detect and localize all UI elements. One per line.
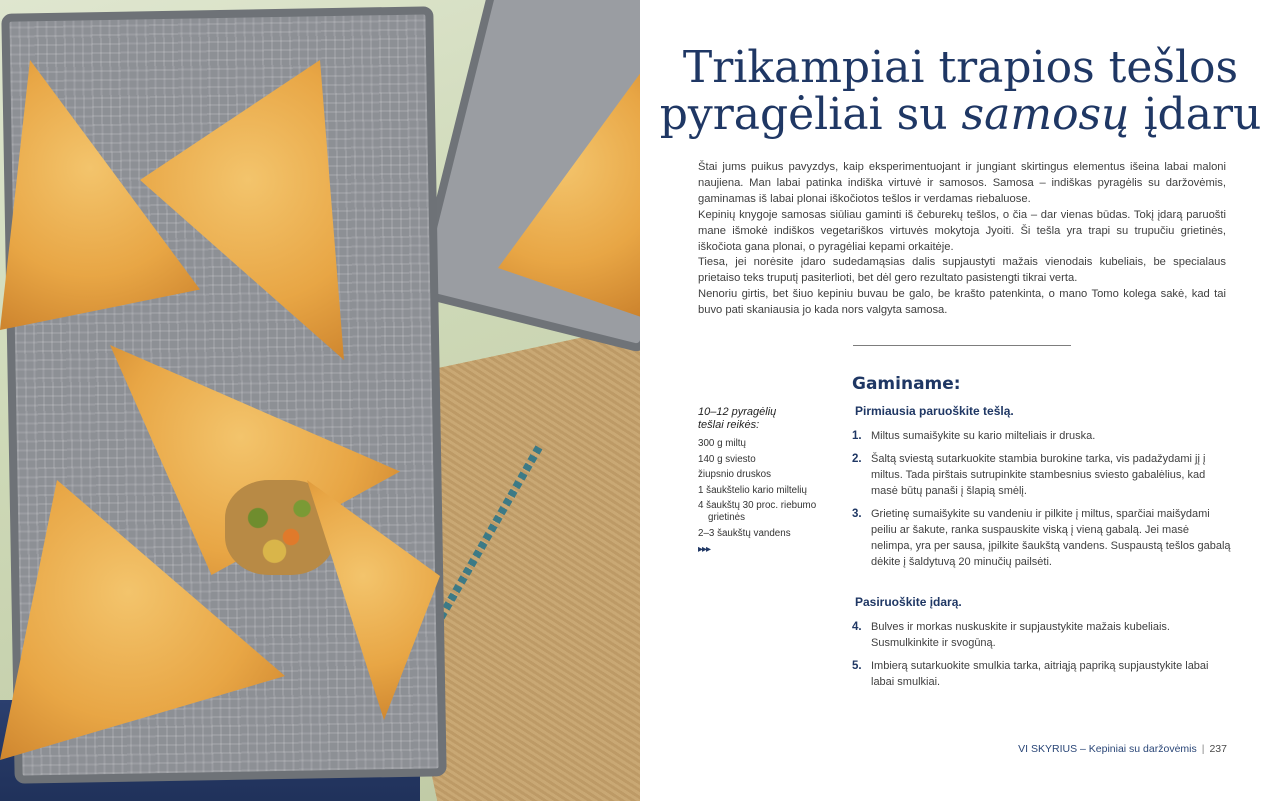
ingredients-box <box>698 406 838 555</box>
ingredients-title-line-2: tešlai reikės: <box>698 419 760 431</box>
step-item <box>852 619 1232 651</box>
ingredients-title-line-1: 10–12 pyragėlių <box>698 406 777 418</box>
section-heading-filling: Pasiruoškite įdarą. <box>855 595 962 609</box>
page-number: 237 <box>1209 743 1227 755</box>
step-text: Miltus sumaišykite su kario milteliais ir druska. <box>871 430 1096 442</box>
title-line-2a: pyragėliai su <box>659 89 962 140</box>
page-footer <box>1018 743 1227 755</box>
step-number: 5. <box>852 660 862 672</box>
ingredient-item: 140 g sviesto <box>698 453 756 465</box>
ingredients-title <box>698 406 838 432</box>
divider-rule <box>853 345 1071 346</box>
step-number: 1. <box>852 430 862 442</box>
ingredient-item: 300 g miltų <box>698 438 746 449</box>
steps-list-filling <box>852 619 1232 697</box>
recipe-page <box>640 0 1281 801</box>
intro-paragraph: Tiesa, jei norėsite įdaro sudedamąsias dalis supjaustyti mažais vienodais kubeliais, be specialaus prietaiso teks truputį pasiterlioti, bet dėl gero rezultato pasistengti tikrai verta. <box>698 256 1226 285</box>
title-line-1: Trikampiai trapios tešlos <box>682 42 1239 93</box>
ingredient-item: 1 šaukštelio kario miltelių <box>698 484 807 496</box>
intro-paragraph: Kepinių knygoje samosas siūliau gaminti iš čeburekų tešlos, o čia – dar vienas būdas. Tokį įdarą paruošti mane išmokė indiškos vegetariškos virtuvės mokytoja Jyoiti. Ši tešla yra trapi su trupučiu grietinės, iškočiota gana plonai, o pyragėliai kepami orkaitėje. <box>698 208 1226 253</box>
step-text: Šaltą sviestą sutarkuokite stambia burokine tarka, vis padažydami jį į miltus. Tada pirštais sutrupinkite stambesnius sviesto gabalėlius, kad masė būtų panaši į šlapią smėlį. <box>871 453 1206 497</box>
step-number: 3. <box>852 508 862 520</box>
step-item <box>852 658 1232 690</box>
intro-paragraph: Štai jums puikus pavyzdys, kaip eksperimentuojant ir jungiant skirtingus elementus išeina labai maloni naujiena. Man labai patinka indiška virtuvė ir samosos. Samosa – indiškas pyragėlis su daržovėmis, gaminamas iš labai plonai iškočiotos tešlos ir verdamas riebaluose. <box>698 161 1226 205</box>
step-text: Bulves ir morkas nuskuskite ir supjaustykite mažais kubeliais. Susmulkinkite ir svogūną. <box>871 621 1170 649</box>
step-item <box>852 506 1232 570</box>
recipe-title <box>640 44 1281 138</box>
ingredient-item: žiupsnio druskos <box>698 469 771 481</box>
footer-separator: | <box>1201 743 1205 755</box>
step-item <box>852 428 1232 444</box>
method-heading: Gaminame: <box>852 374 961 394</box>
step-text: Imbierą sutarkuokite smulkia tarka, aitriąją papriką supjaustykite labai labai smulkiai. <box>871 660 1209 688</box>
ingredient-item: 4 šaukštų 30 proc. riebumo grietinės <box>698 500 817 524</box>
step-number: 4. <box>852 621 862 633</box>
title-line-2b: įdaru <box>1129 89 1262 140</box>
food-photo <box>0 0 640 801</box>
intro-text <box>698 160 1226 319</box>
continue-arrows-icon: ▸▸▸ <box>698 543 711 555</box>
step-number: 2. <box>852 453 862 465</box>
steps-list-dough <box>852 428 1232 577</box>
title-line-2-italic: samosų <box>961 89 1130 140</box>
ingredient-item: 2–3 šaukštų vandens <box>698 527 791 539</box>
footer-chapter: VI SKYRIUS – Kepiniai su daržovėmis <box>1018 743 1197 755</box>
ingredients-list <box>698 438 838 540</box>
intro-paragraph: Nenoriu girtis, bet šiuo kepiniu buvau be galo, be krašto patenkinta, o mano Tomo kolega sakė, kad tai buvo pati skaniausia jo kada nors valgyta samosa. <box>698 288 1226 317</box>
step-item <box>852 451 1232 499</box>
section-heading-dough: Pirmiausia paruoškite tešlą. <box>855 404 1014 418</box>
step-text: Grietinę sumaišykite su vandeniu ir pilkite į miltus, sparčiai maišydami peiliu ar šakute, ranka suspauskite viską į vieną gabalą. Jei masė nelimpa, yra per sausa, įpilkite šaukštą vandens. Suspaustą tešlos gabalą dėkite į šaldytuvą 20 minučių pailsėti. <box>871 508 1231 568</box>
